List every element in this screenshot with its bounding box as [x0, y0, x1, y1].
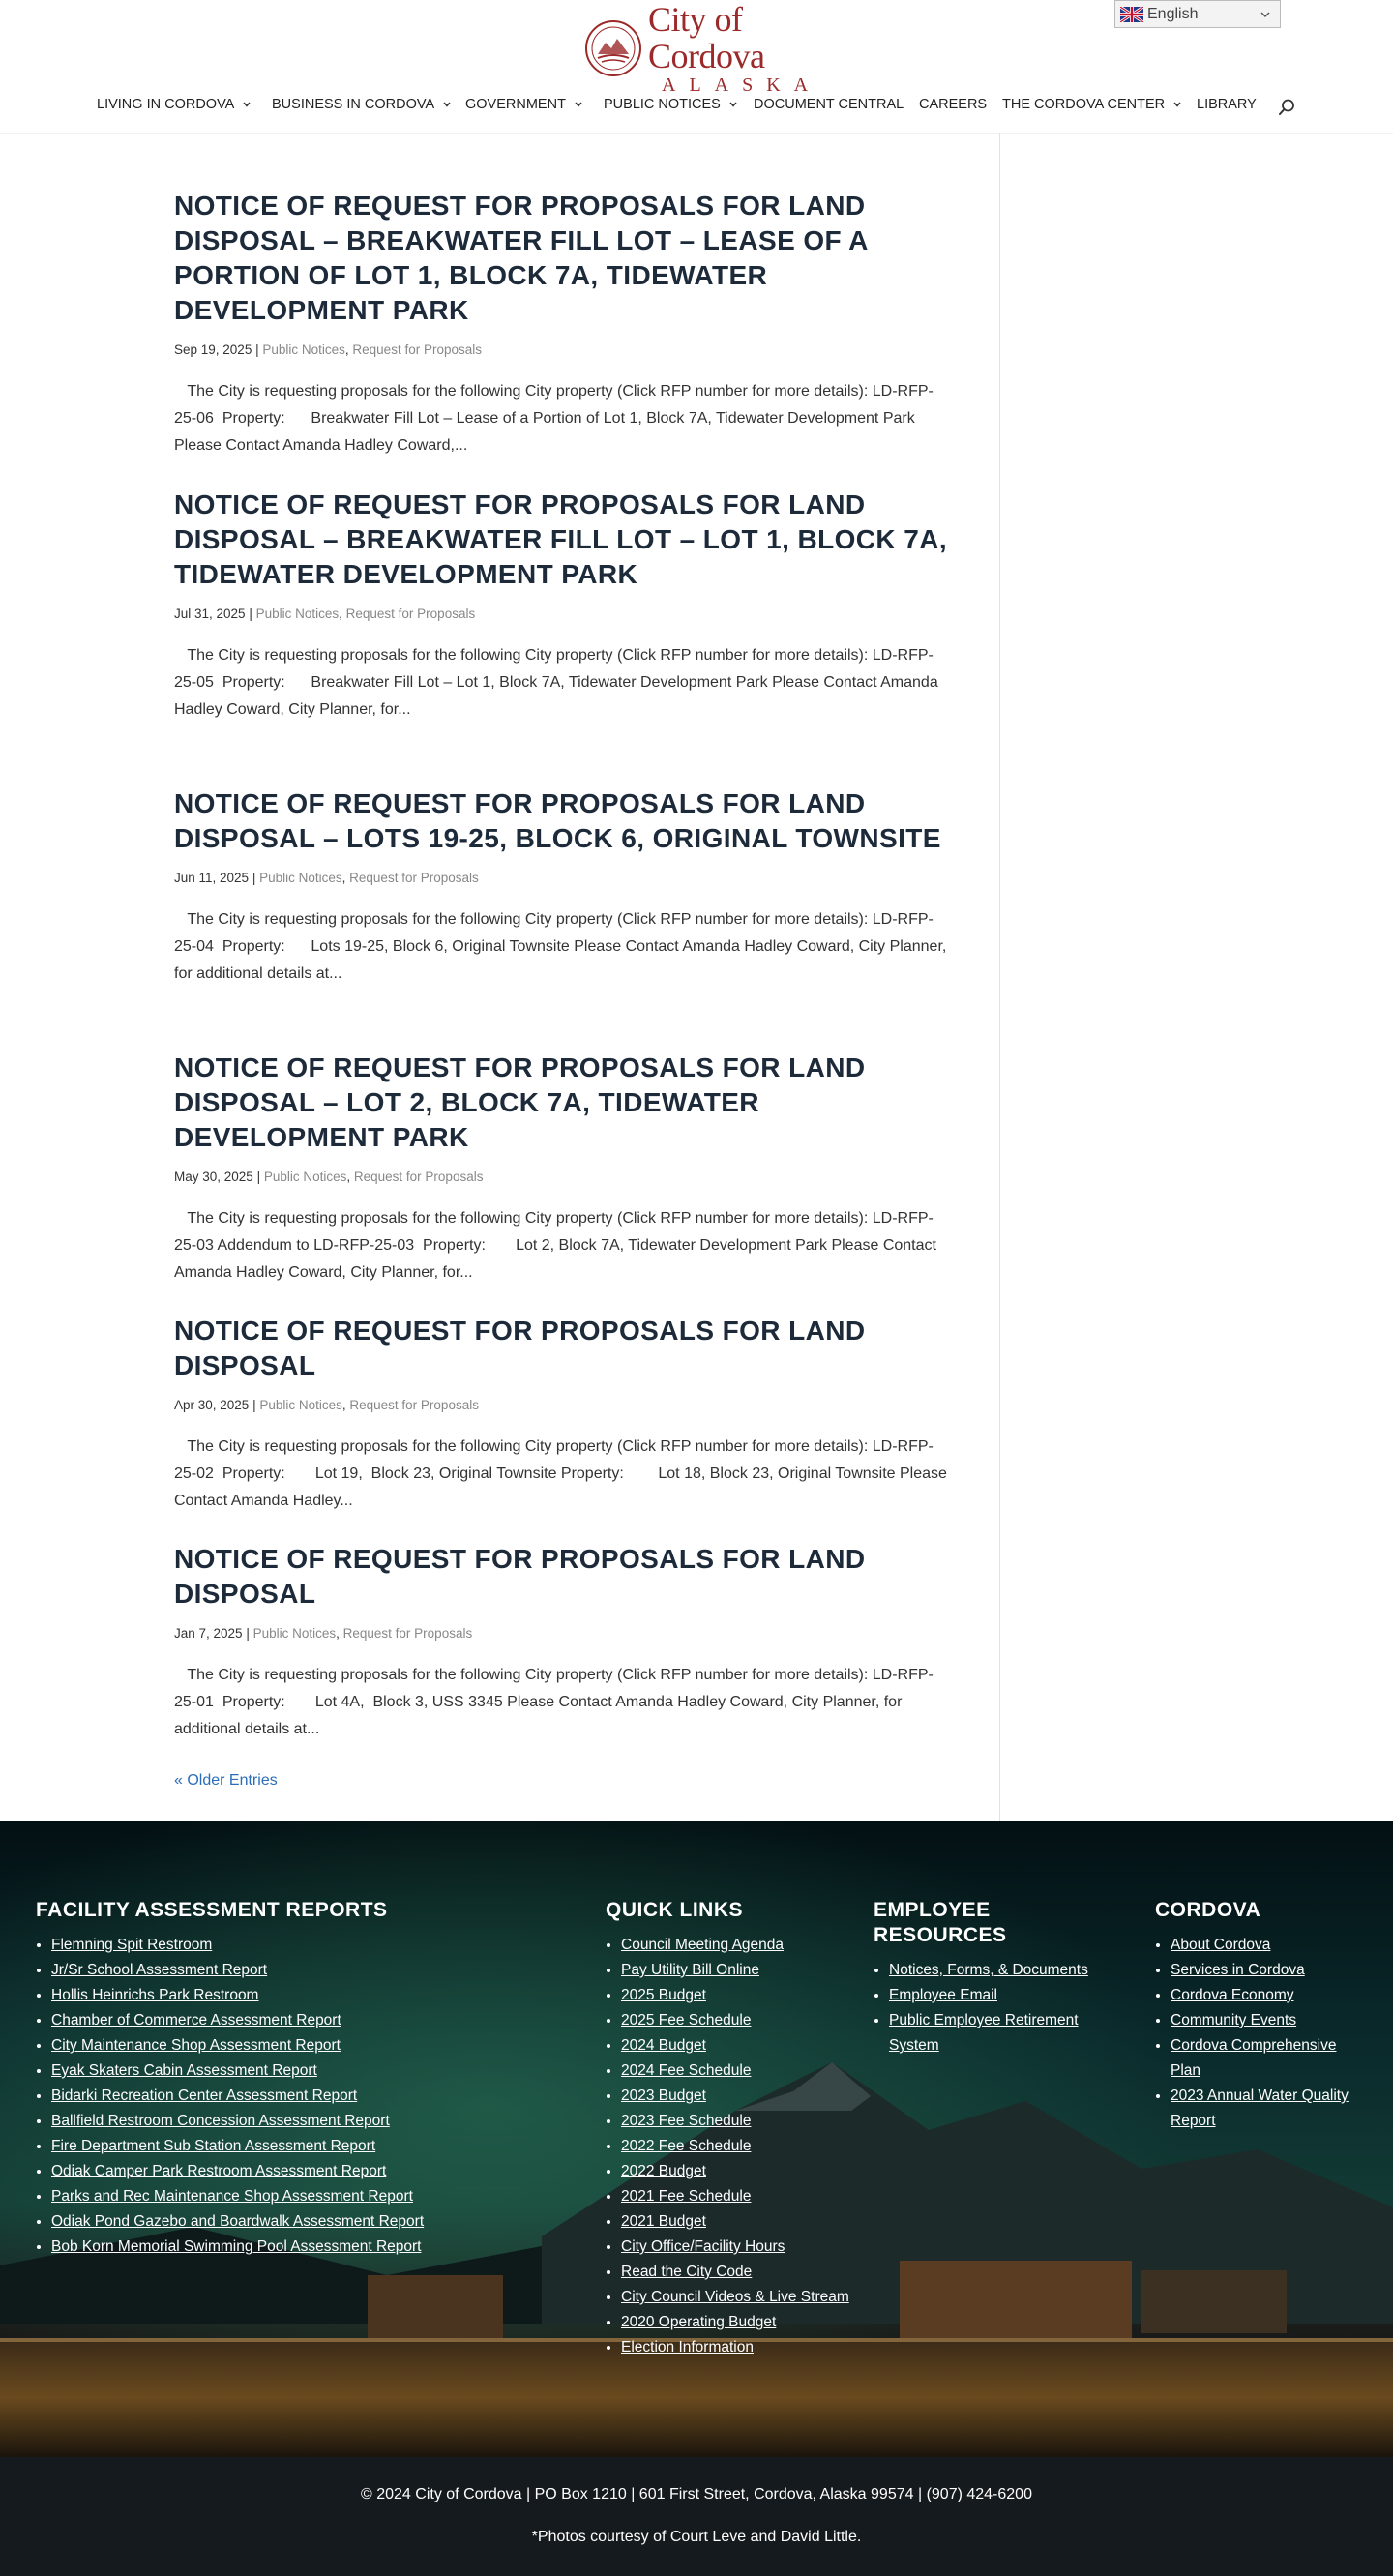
- footer-link[interactable]: Ballfield Restroom Concession Assessment Report: [51, 2113, 390, 2129]
- logo-subtitle: ALASKA: [662, 74, 822, 96]
- city-seal-icon: [584, 19, 642, 77]
- nav-item-government[interactable]: [465, 97, 583, 112]
- footer-link[interactable]: 2025 Fee Schedule: [621, 2012, 752, 2028]
- footer-link[interactable]: 2024 Budget: [621, 2037, 706, 2054]
- category-link-public-notices[interactable]: Public Notices: [252, 1626, 337, 1641]
- footer-col-employee-resources: [874, 1898, 1115, 2058]
- post-article: [174, 786, 951, 988]
- post-date: Jan 7, 2025: [174, 1626, 243, 1641]
- nav-item-library[interactable]: [1197, 97, 1257, 112]
- nav-item-label: LIBRARY: [1197, 97, 1257, 112]
- nav-item-living-in-cordova[interactable]: [97, 97, 252, 112]
- language-label: English: [1147, 5, 1199, 22]
- category-link-request-for-proposals[interactable]: Request for Proposals: [349, 871, 479, 885]
- footer-link[interactable]: Cordova Economy: [1171, 1987, 1294, 2003]
- sidebar-divider: [999, 133, 1000, 1821]
- nav-item-business-in-cordova[interactable]: [272, 97, 452, 112]
- post-title-link[interactable]: NOTICE OF REQUEST FOR PROPOSALS FOR LAND DISPOSAL: [174, 1316, 866, 1380]
- logo-title: City of Cordova: [648, 0, 765, 75]
- post-title-link[interactable]: NOTICE OF REQUEST FOR PROPOSALS FOR LAND DISPOSAL – LOT 2, BLOCK 7A, TIDEWATER DEVELOPMENT PARK: [174, 1052, 866, 1152]
- footer-col-facility-assessment: [36, 1898, 578, 2260]
- nav-item-the-cordova-center[interactable]: [1002, 97, 1182, 112]
- post-article: [174, 1314, 952, 1515]
- post-title-link[interactable]: NOTICE OF REQUEST FOR PROPOSALS FOR LAND DISPOSAL: [174, 1544, 866, 1609]
- uk-flag-icon: [1120, 7, 1143, 22]
- footer-col-cordova: [1155, 1898, 1368, 2134]
- footer-link[interactable]: 2021 Fee Schedule: [621, 2188, 752, 2205]
- footer-link[interactable]: 2022 Fee Schedule: [621, 2138, 752, 2154]
- post-meta: May 30, 2025 | Public Notices, Request for Proposals: [174, 1170, 484, 1184]
- nav-item-label: THE CORDOVA CENTER: [1002, 97, 1166, 112]
- footer-link[interactable]: 2023 Fee Schedule: [621, 2113, 752, 2129]
- footer-heading: QUICK LINKS: [606, 1899, 743, 1921]
- search-icon[interactable]: [1277, 98, 1296, 117]
- footer-link[interactable]: 2021 Budget: [621, 2213, 706, 2230]
- nav-item-public-notices[interactable]: [604, 97, 738, 112]
- nav-item-careers[interactable]: [919, 97, 987, 112]
- language-select[interactable]: [1114, 0, 1281, 28]
- post-excerpt: The City is requesting proposals for the following City property (Click RFP number for more details): LD-RFP-25-04 Property: Lots 19-25, Block 6, Original Townsite Please Contact Amanda Hadley Coward, City Planner, for additional details at...: [174, 911, 951, 982]
- older-entries-link[interactable]: « Older Entries: [174, 1772, 278, 1789]
- category-link-public-notices[interactable]: Public Notices: [262, 342, 345, 357]
- chevron-down-icon: [728, 100, 738, 109]
- nav-item-label: PUBLIC NOTICES: [604, 97, 721, 112]
- site-footer: [0, 1821, 1393, 2457]
- category-link-public-notices[interactable]: Public Notices: [259, 871, 342, 885]
- footer-link[interactable]: City Office/Facility Hours: [621, 2238, 785, 2255]
- post-title-link[interactable]: NOTICE OF REQUEST FOR PROPOSALS FOR LAND DISPOSAL – BREAKWATER FILL LOT – LEASE OF A PORTION OF LOT 1, BLOCK 7A, TIDEWATER DEVELOPMENT PARK: [174, 191, 868, 325]
- footer-link[interactable]: Council Meeting Agenda: [621, 1937, 785, 1953]
- nav-item-label: CAREERS: [919, 97, 988, 112]
- nav-item-label: DOCUMENT CENTRAL: [754, 97, 904, 112]
- footer-link[interactable]: 2023 Budget: [621, 2087, 706, 2104]
- bottom-bar: [0, 2457, 1393, 2576]
- footer-link[interactable]: Fire Department Sub Station Assessment Report: [51, 2138, 376, 2154]
- footer-heading: FACILITY ASSESSMENT REPORTS: [36, 1899, 388, 1921]
- footer-link[interactable]: Employee Email: [889, 1987, 997, 2003]
- footer-link[interactable]: Pay Utility Bill Online: [621, 1962, 759, 1978]
- post-meta: Jun 11, 2025 | Public Notices, Request for Proposals: [174, 871, 479, 885]
- post-article: [174, 189, 948, 459]
- post-title-link[interactable]: NOTICE OF REQUEST FOR PROPOSALS FOR LAND DISPOSAL – LOTS 19-25, BLOCK 6, ORIGINAL TOWNSITE: [174, 788, 941, 853]
- post-date: May 30, 2025: [174, 1170, 253, 1184]
- footer-link[interactable]: 2023 Annual Water Quality Report: [1171, 2087, 1349, 2129]
- post-excerpt: The City is requesting proposals for the following City property (Click RFP number for more details): LD-RFP-25-03 Addendum to LD-RFP-25-03 Property: Lot 2, Block 7A, Tidewater Development Park Please Contact Amanda Hadley Coward, City Planner, for...: [174, 1210, 940, 1281]
- post-excerpt: The City is requesting proposals for the following City property (Click RFP number for more details): LD-RFP-25-06 Property: Breakwater Fill Lot – Lease of a Portion of Lot 1, Block 7A, Tidewater Development Park Please Contact Amanda Hadley Coward,...: [174, 383, 934, 454]
- post-article: [174, 1542, 948, 1743]
- footer-link[interactable]: Bidarki Recreation Center Assessment Report: [51, 2087, 358, 2104]
- footer-heading: CORDOVA: [1155, 1899, 1261, 1921]
- site-logo[interactable]: [584, 0, 822, 96]
- main-nav: [0, 97, 1393, 120]
- footer-link[interactable]: Chamber of Commerce Assessment Report: [51, 2012, 341, 2028]
- footer-link[interactable]: Notices, Forms, & Documents: [889, 1962, 1088, 1978]
- footer-link[interactable]: Community Events: [1171, 2012, 1297, 2028]
- post-title-link[interactable]: NOTICE OF REQUEST FOR PROPOSALS FOR LAND DISPOSAL – BREAKWATER FILL LOT – LOT 1, BLOCK 7A, TIDEWATER DEVELOPMENT PARK: [174, 489, 947, 589]
- category-link-request-for-proposals[interactable]: Request for Proposals: [349, 1398, 479, 1412]
- footer-link[interactable]: 2024 Fee Schedule: [621, 2062, 752, 2079]
- footer-link[interactable]: 2025 Budget: [621, 1987, 706, 2003]
- category-link-public-notices[interactable]: Public Notices: [255, 607, 340, 621]
- chevron-down-icon: [1259, 8, 1272, 21]
- photo-credit-text: *Photos courtesy of Court Leve and David Little.: [531, 2529, 862, 2545]
- footer-link[interactable]: Election Information: [621, 2339, 754, 2355]
- post-article: [174, 1051, 948, 1287]
- chevron-down-icon: [242, 100, 252, 109]
- footer-link[interactable]: Read the City Code: [621, 2264, 753, 2280]
- post-excerpt: The City is requesting proposals for the following City property (Click RFP number for more details): LD-RFP-25-01 Property: Lot 4A, Block 3, USS 3345 Please Contact Amanda Hadley Coward, City Planner, for additional details at...: [174, 1667, 934, 1737]
- footer-link[interactable]: Flemning Spit Restroom: [51, 1937, 213, 1953]
- site-header: [0, 0, 1393, 133]
- chevron-down-icon: [574, 100, 583, 109]
- footer-link[interactable]: Parks and Rec Maintenance Shop Assessment Report: [51, 2188, 413, 2205]
- post-meta: Jul 31, 2025 | Public Notices, Request for Proposals: [174, 607, 476, 621]
- category-link-request-for-proposals[interactable]: Request for Proposals: [342, 1626, 473, 1641]
- footer-link[interactable]: 2020 Operating Budget: [621, 2314, 777, 2330]
- footer-link[interactable]: Bob Korn Memorial Swimming Pool Assessment Report: [51, 2238, 422, 2255]
- copyright-text: © 2024 City of Cordova | PO Box 1210 | 601 First Street, Cordova, Alaska 99574 | (907) 424-6200: [361, 2486, 1032, 2502]
- footer-link[interactable]: Odiak Pond Gazebo and Boardwalk Assessment Report: [51, 2213, 425, 2230]
- post-excerpt: The City is requesting proposals for the following City property (Click RFP number for more details): LD-RFP-25-02 Property: Lot 19, Block 23, Original Townsite Property: Lot 18, Block 23, Original Townsite Please Contact Amanda Hadley...: [174, 1438, 952, 1509]
- post-meta: Sep 19, 2025 | Public Notices, Request for Proposals: [174, 342, 482, 357]
- category-link-public-notices[interactable]: Public Notices: [263, 1170, 347, 1184]
- footer-link[interactable]: Public Employee Retirement System: [889, 2012, 1079, 2054]
- footer-link[interactable]: City Maintenance Shop Assessment Report: [51, 2037, 341, 2054]
- post-article: [174, 488, 948, 724]
- footer-link[interactable]: Jr/Sr School Assessment Report: [51, 1962, 268, 1978]
- nav-item-label: LIVING IN CORDOVA: [97, 97, 235, 112]
- post-excerpt: The City is requesting proposals for the following City property (Click RFP number for more details): LD-RFP-25-05 Property: Breakwater Fill Lot – Lot 1, Block 7A, Tidewater Development Park Please Contact Amanda Hadley Coward, City Planner, for...: [174, 647, 943, 718]
- nav-item-document-central[interactable]: [754, 97, 904, 112]
- post-date: Apr 30, 2025: [174, 1398, 250, 1412]
- category-link-request-for-proposals[interactable]: Request for Proposals: [345, 607, 476, 621]
- post-date: Jun 11, 2025: [174, 871, 250, 885]
- category-link-request-for-proposals[interactable]: Request for Proposals: [353, 1170, 484, 1184]
- nav-item-label: BUSINESS IN CORDOVA: [272, 97, 435, 112]
- footer-link[interactable]: 2022 Budget: [621, 2163, 706, 2179]
- footer-link[interactable]: Hollis Heinrichs Park Restroom: [51, 1987, 259, 2003]
- footer-link[interactable]: Services in Cordova: [1171, 1962, 1305, 1978]
- footer-link[interactable]: Odiak Camper Park Restroom Assessment Report: [51, 2163, 387, 2179]
- footer-col-quick-links: [606, 1898, 857, 2360]
- footer-link[interactable]: Eyak Skaters Cabin Assessment Report: [51, 2062, 317, 2079]
- chevron-down-icon: [1172, 100, 1182, 109]
- category-link-public-notices[interactable]: Public Notices: [259, 1398, 342, 1412]
- post-meta: Apr 30, 2025 | Public Notices, Request for Proposals: [174, 1398, 479, 1412]
- chevron-down-icon: [442, 100, 452, 109]
- post-date: Sep 19, 2025: [174, 342, 252, 357]
- footer-heading: EMPLOYEE RESOURCES: [874, 1899, 1007, 1946]
- nav-item-label: GOVERNMENT: [465, 97, 566, 112]
- post-date: Jul 31, 2025: [174, 607, 246, 621]
- post-meta: Jan 7, 2025 | Public Notices, Request for Proposals: [174, 1626, 473, 1641]
- footer-link[interactable]: City Council Videos & Live Stream: [621, 2289, 849, 2305]
- footer-link[interactable]: Cordova Comprehensive Plan: [1171, 2037, 1337, 2079]
- footer-link[interactable]: About Cordova: [1171, 1937, 1271, 1953]
- category-link-request-for-proposals[interactable]: Request for Proposals: [352, 342, 482, 357]
